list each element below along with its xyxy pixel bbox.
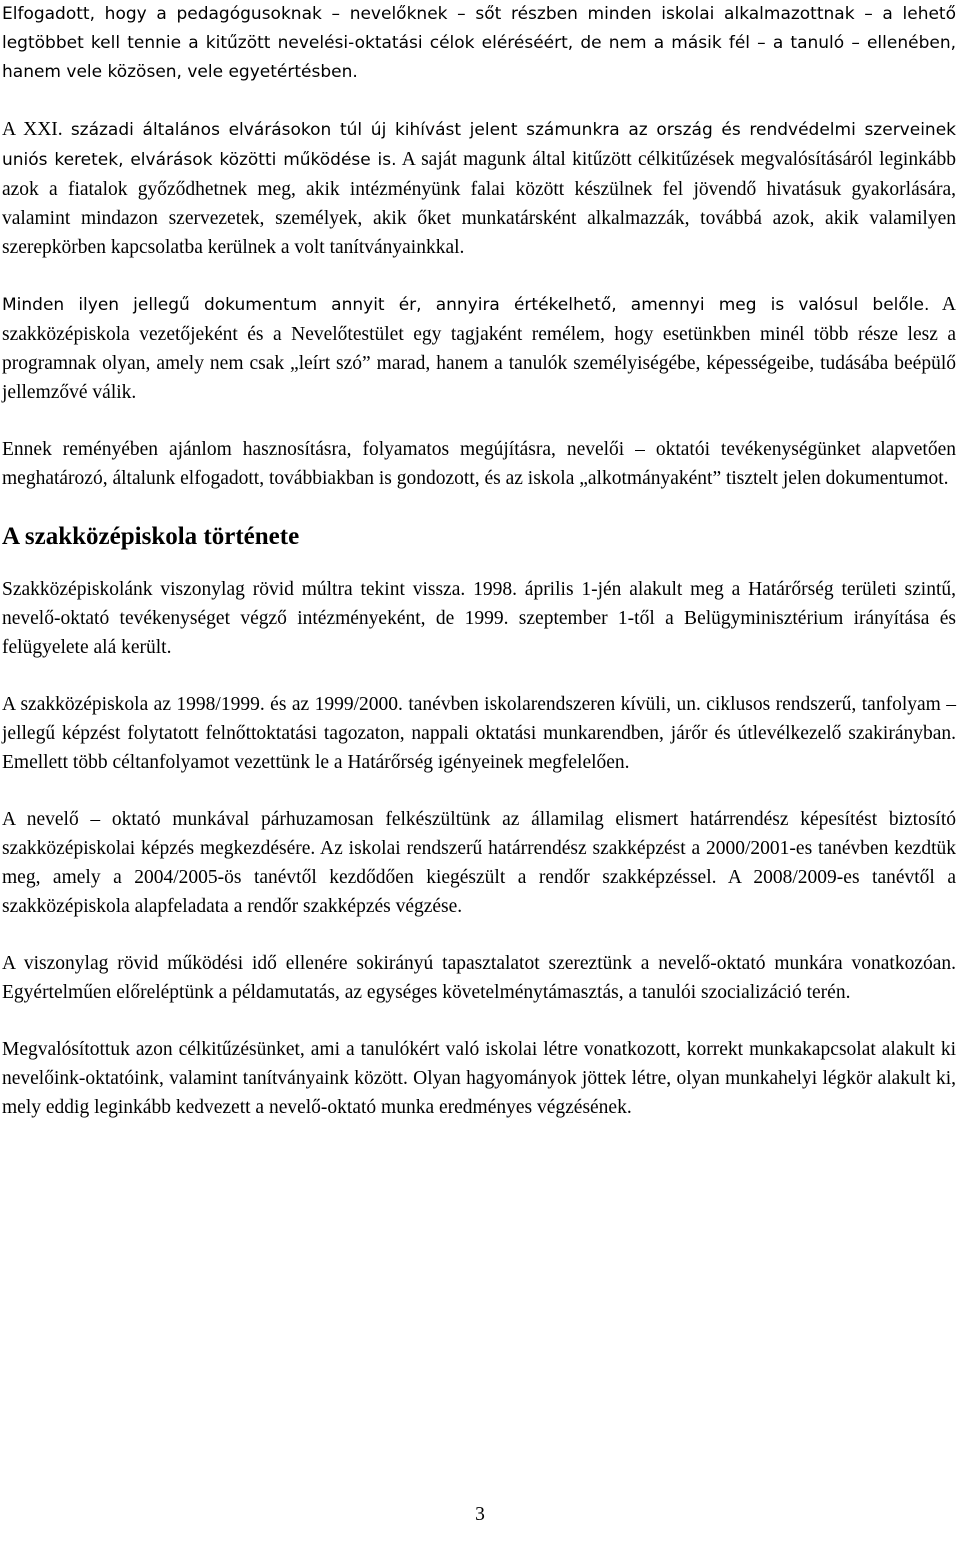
paragraph-document-value-serif: A szakközépiskola vezetőjeként és a Nevelőtestület egy tagjaként remélem, hogy esetünkben minél több része lesz a programnak olyan, amely nem csak „leírt szó” marad, hanem a tanulók személyiségébe, képességeibe, tudásába beépülő jellemzővé válik. (2, 294, 956, 403)
paragraph-experience: A viszonylag rövid működési idő ellenére sokirányú tapasztalatot szereztünk a nevelő-oktató munkára vonatkozóan. Egyértelműen előreléptünk a példamutatás, az egységes követelménytámasztás, a tanulói szocializáció terén. (2, 953, 956, 1003)
paragraph-history-courses: A szakközépiskola az 1998/1999. és az 1999/2000. tanévben iskolarendszeren kívüli, un. ciklusos rendszerű, tanfolyam – jellegű képzést folytatott felnőttoktatási tagozaton, nappali oktatási munkarendben, járőr és útlevélkezelő szakirányban. Emellett több céltanfolyamot vezettünk le a Határőrség igényeinek megfelelően. (2, 694, 956, 773)
paragraph-xxi-serif: A saját magunk által kitűzött célkitűzések megvalósításáról leginkább azok a fiatalok győződhetnek meg, akik intézményünk falai között készülnek fel jövendő hivatásuk gyakorlására, valamint mindazon szervezetek, személyek, akik őket munkatársként alkalmazzák, továbbá azok, akik valamilyen szerepkörben kapcsolatba kerülnek a volt tanítványainkkal. (2, 149, 956, 258)
paragraph-xxi-century (2, 115, 956, 262)
paragraph-achievements: Megvalósítottuk azon célkitűzésünket, ami a tanulókért való iskolai létre vonatkozott, korrekt munkakapcsolat alakult ki nevelőink-oktatóink, valamint tanítványaink között. Olyan hagyományok jöttek létre, olyan munkahelyi légkör alakult ki, mely eddig leginkább kedvezett a nevelő-oktató munka eredményes végzésének. (2, 1039, 956, 1118)
paragraph-recommendation: Ennek reményében ajánlom hasznosításra, folyamatos megújításra, nevelői – oktatói tevékenységünket alapvetően meghatározó, általunk elfogadott, továbbiakban is gondozott, és az iskola „alkotmányaként” tisztelt jelen dokumentumot. (2, 439, 956, 489)
paragraph-history-founding: Szakközépiskolánk viszonylag rövid múltra tekint vissza. 1998. április 1-jén alakult meg a Határőrség területi szintű, nevelő-oktató tevékenységet végző intézményeként, de 1999. szeptember 1-től a Belügyminisztérium irányítása és felügyelete alá került. (2, 579, 956, 658)
paragraph-intro: Elfogadott, hogy a pedagógusoknak – nevelőknek – sőt részben minden iskolai alkalmazottnak – a lehető legtöbbet kell tennie a kitűzött nevelési-oktatási célok eléréséért, de nem a másik fél – a tanuló – ellenében, hanem vele közösen, vele egyetértésben. (2, 4, 956, 82)
paragraph-document-value (2, 290, 956, 407)
section-heading: A szakközépiskola története (2, 523, 300, 550)
document-body (2, 0, 956, 1122)
page-number: 3 (475, 1504, 485, 1525)
paragraph-xxi-sans: századi általános elvárásokon túl új kihívást jelent számunkra az ország és rendvédelmi szerveinek uniós keretek, elvárások közötti működése is. (2, 120, 957, 170)
paragraph-document-value-sans: Minden ilyen jellegű dokumentum annyit ér, annyira értékelhető, amennyi meg is valósul belőle. (2, 295, 930, 315)
paragraph-xxi-lead: A XXI. (2, 119, 71, 140)
paragraph-history-training: A nevelő – oktató munkával párhuzamosan felkészültünk az államilag elismert határrendész képesítést biztosító szakközépiskolai képzés megkezdésére. Az iskolai rendszerű határrendész szakképzést a 2000/2001-es tanévben kezdtük meg, amely a 2004/2005-ös tanévtől kezdődően kiegészült a rendőr szakképzéssel. A 2008/2009-es tanévtől a szakközépiskola alapfeladata a rendőr szakképzés végzése. (2, 809, 956, 917)
